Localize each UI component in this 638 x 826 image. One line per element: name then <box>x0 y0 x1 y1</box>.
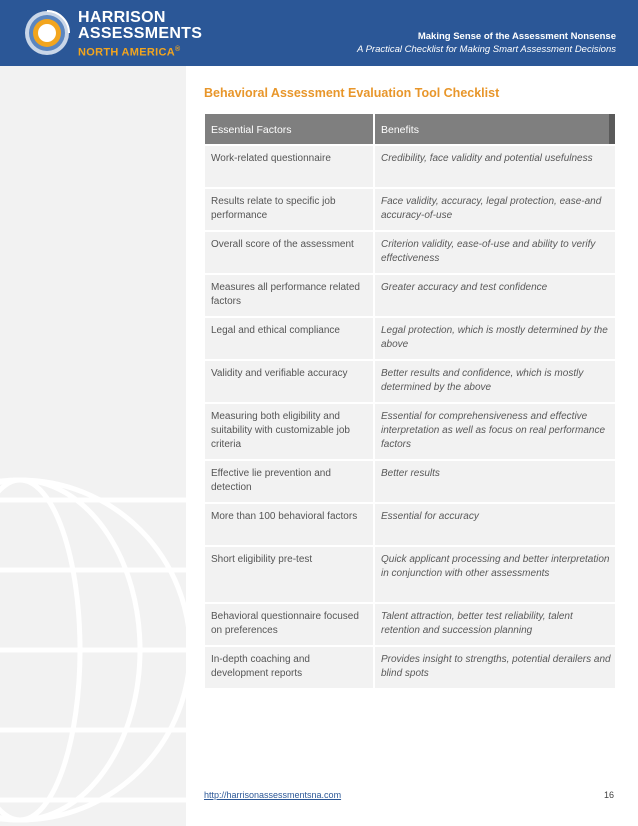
factor-cell: Behavioral questionnaire focused on preferences <box>205 604 373 645</box>
benefit-cell: Better results <box>375 461 615 502</box>
factor-cell: Short eligibility pre-test <box>205 547 373 602</box>
logo-line2: ASSESSMENTS <box>78 25 203 42</box>
logo-line3 <box>78 43 202 60</box>
benefit-cell: Face validity, accuracy, legal protection, ease-and accuracy-of-use <box>375 189 615 230</box>
benefit-cell: Talent attraction, better test reliability, talent retention and succession planning <box>375 604 615 645</box>
table-row <box>205 404 615 459</box>
logo-line1: HARRISON <box>78 9 166 26</box>
table-row <box>205 361 615 402</box>
website-link[interactable]: http://harrisonassessmentsna.com <box>204 790 342 800</box>
checklist-table <box>203 112 617 690</box>
harrison-logo <box>24 9 203 59</box>
benefit-cell: Better results and confidence, which is mostly determined by the above <box>375 361 615 402</box>
table-row <box>205 604 615 645</box>
factor-cell: Legal and ethical compliance <box>205 318 373 359</box>
benefit-cell: Essential for accuracy <box>375 504 615 545</box>
page-title: Behavioral Assessment Evaluation Tool Checklist <box>204 86 500 100</box>
table-header-row <box>205 114 615 144</box>
doc-subtitle: A Practical Checklist for Making Smart Assessment Decisions <box>356 44 616 55</box>
table-row <box>205 275 615 316</box>
benefit-cell: Credibility, face validity and potential usefulness <box>375 146 615 187</box>
benefit-cell: Legal protection, which is mostly determined by the above <box>375 318 615 359</box>
table-row <box>205 232 615 273</box>
page-number: 16 <box>603 790 614 800</box>
table-row <box>205 461 615 502</box>
page-header <box>0 0 638 66</box>
table-row <box>205 504 615 545</box>
registered-mark: ® <box>175 46 181 53</box>
factor-cell: Overall score of the assessment <box>205 232 373 273</box>
globe-watermark-icon <box>0 440 186 826</box>
factor-cell: In-depth coaching and development reports <box>205 647 373 688</box>
factor-cell: Measures all performance related factors <box>205 275 373 316</box>
benefit-cell: Criterion validity, ease-of-use and ability to verify effectiveness <box>375 232 615 273</box>
header-titles <box>357 30 616 56</box>
table-row <box>205 318 615 359</box>
table-row <box>205 547 615 602</box>
table-row <box>205 647 615 688</box>
globe-logo-icon <box>24 10 70 56</box>
factor-cell: More than 100 behavioral factors <box>205 504 373 545</box>
column-header-factors: Essential Factors <box>205 114 373 144</box>
factor-cell: Effective lie prevention and detection <box>205 461 373 502</box>
factor-cell: Measuring both eligibility and suitability with customizable job criteria <box>205 404 373 459</box>
benefit-cell: Provides insight to strengths, potential derailers and blind spots <box>375 647 615 688</box>
table-row <box>205 189 615 230</box>
benefit-cell: Greater accuracy and test confidence <box>375 275 615 316</box>
factor-cell: Validity and verifiable accuracy <box>205 361 373 402</box>
factor-cell: Results relate to specific job performance <box>205 189 373 230</box>
column-header-benefits: Benefits <box>375 114 615 144</box>
benefit-cell: Essential for comprehensiveness and effective interpretation as well as focus on real performance factors <box>375 404 615 459</box>
table-row <box>205 146 615 187</box>
logo-line3-text: NORTH AMERICA <box>78 46 175 59</box>
benefit-cell: Quick applicant processing and better interpretation in conjunction with other assessments <box>375 547 615 602</box>
doc-title: Making Sense of the Assessment Nonsense <box>417 31 616 42</box>
factor-cell: Work-related questionnaire <box>205 146 373 187</box>
